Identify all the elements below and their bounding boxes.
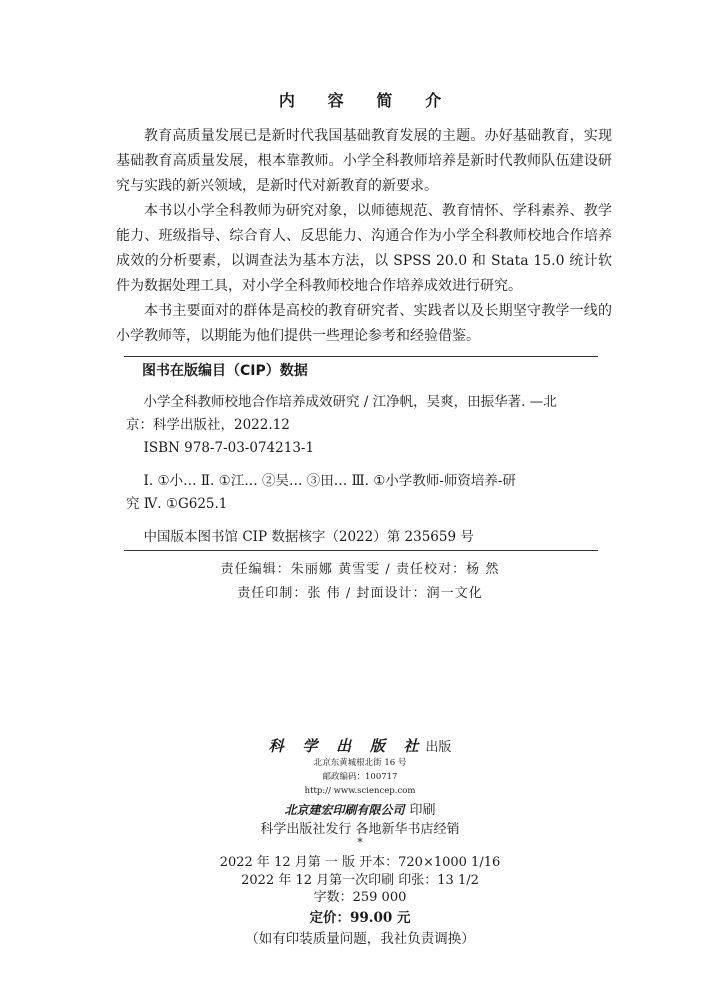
- printing-line: 2022 年 12 月第一次印刷 印张：13 1/2: [241, 873, 479, 888]
- divider-bottom: [124, 550, 598, 551]
- edition-line: 2022 年 12 月第 一 版 开本：720×1000 1/16: [219, 855, 501, 870]
- credits-line: 责任编辑：朱丽娜 黄雪雯 / 责任校对：杨 然: [220, 562, 500, 577]
- divider-top: [124, 356, 598, 357]
- separator-star: *: [357, 836, 363, 849]
- printer-suffix: 印刷: [409, 803, 436, 818]
- printer-name: 北京建宏印刷有限公司: [284, 803, 405, 817]
- cip-record: 中国版本图书馆 CIP 数据核字（2022）第 235659 号: [143, 529, 474, 545]
- publisher-postcode: 邮政编码：100717: [322, 772, 398, 782]
- credits-line: 责任印制：张 伟 / 封面设计：润一文化: [237, 586, 483, 601]
- cip-block: [126, 391, 596, 549]
- page-title: 内 容 简 介: [278, 91, 455, 110]
- cip-heading: 图书在版编目（CIP）数据: [142, 363, 308, 379]
- publisher-address: 北京东黄城根北街 16 号: [313, 758, 407, 768]
- publisher-name-suffix: 出版: [425, 740, 452, 755]
- quality-note: （如有印装质量问题，我社负责调换）: [245, 931, 475, 947]
- distribution-line: 科学出版社发行 各地新华书店经销: [260, 822, 460, 837]
- wordcount-line: 字数：259 000: [313, 890, 407, 905]
- intro-paragraph: 教育高质量发展已是新时代我国基础教育发展的主题。办好基础教育，实现基础教育高质量发展，根本靠教师。小学全科教师培养是新时代教师队伍建设研究与实践的新兴领域，是新时代对新教育的新要求。: [116, 128, 612, 194]
- cip-isbn: ISBN 978-7-03-074213-1: [143, 440, 315, 456]
- cip-entry-line: 京：科学出版社，2022.12: [126, 417, 290, 433]
- publisher-name: 科 学 出 版 社: [268, 737, 426, 755]
- intro-text: [116, 124, 612, 349]
- publisher-block: [0, 735, 720, 756]
- publisher-url: http:// www.sciencep.com: [304, 786, 416, 796]
- cip-entry-line: 小学全科教师校地合作培养成效研究 / 江净帆，吴爽，田振华著. —北: [143, 394, 557, 410]
- cip-subject-line: Ⅰ. ①小… Ⅱ. ①江… ②吴… ③田… Ⅲ. ①小学教师-师资培养-研: [143, 473, 516, 489]
- intro-paragraph: 本书以小学全科教师为研究对象，以师德规范、教育情怀、学科素养、教学能力、班级指导、综合育人、反思能力、沟通合作为小学全科教师校地合作培养成效的分析要素，以调查法为基本方法，以 SPSS 20.0 和 Stata 15.0 统计软件为数据处理工具，对小学全科教师校地合作培养成效进行研究。: [116, 203, 612, 294]
- cip-subject-line: 究 Ⅳ. ①G625.1: [126, 496, 228, 512]
- intro-paragraph: 本书主要面对的群体是高校的教育研究者、实践者以及长期坚守教学一线的小学教师等，以期能为他们提供一些理论参考和经验借鉴。: [116, 303, 612, 344]
- price-line: 定价：99.00 元: [309, 910, 411, 926]
- printer-line: [0, 799, 720, 818]
